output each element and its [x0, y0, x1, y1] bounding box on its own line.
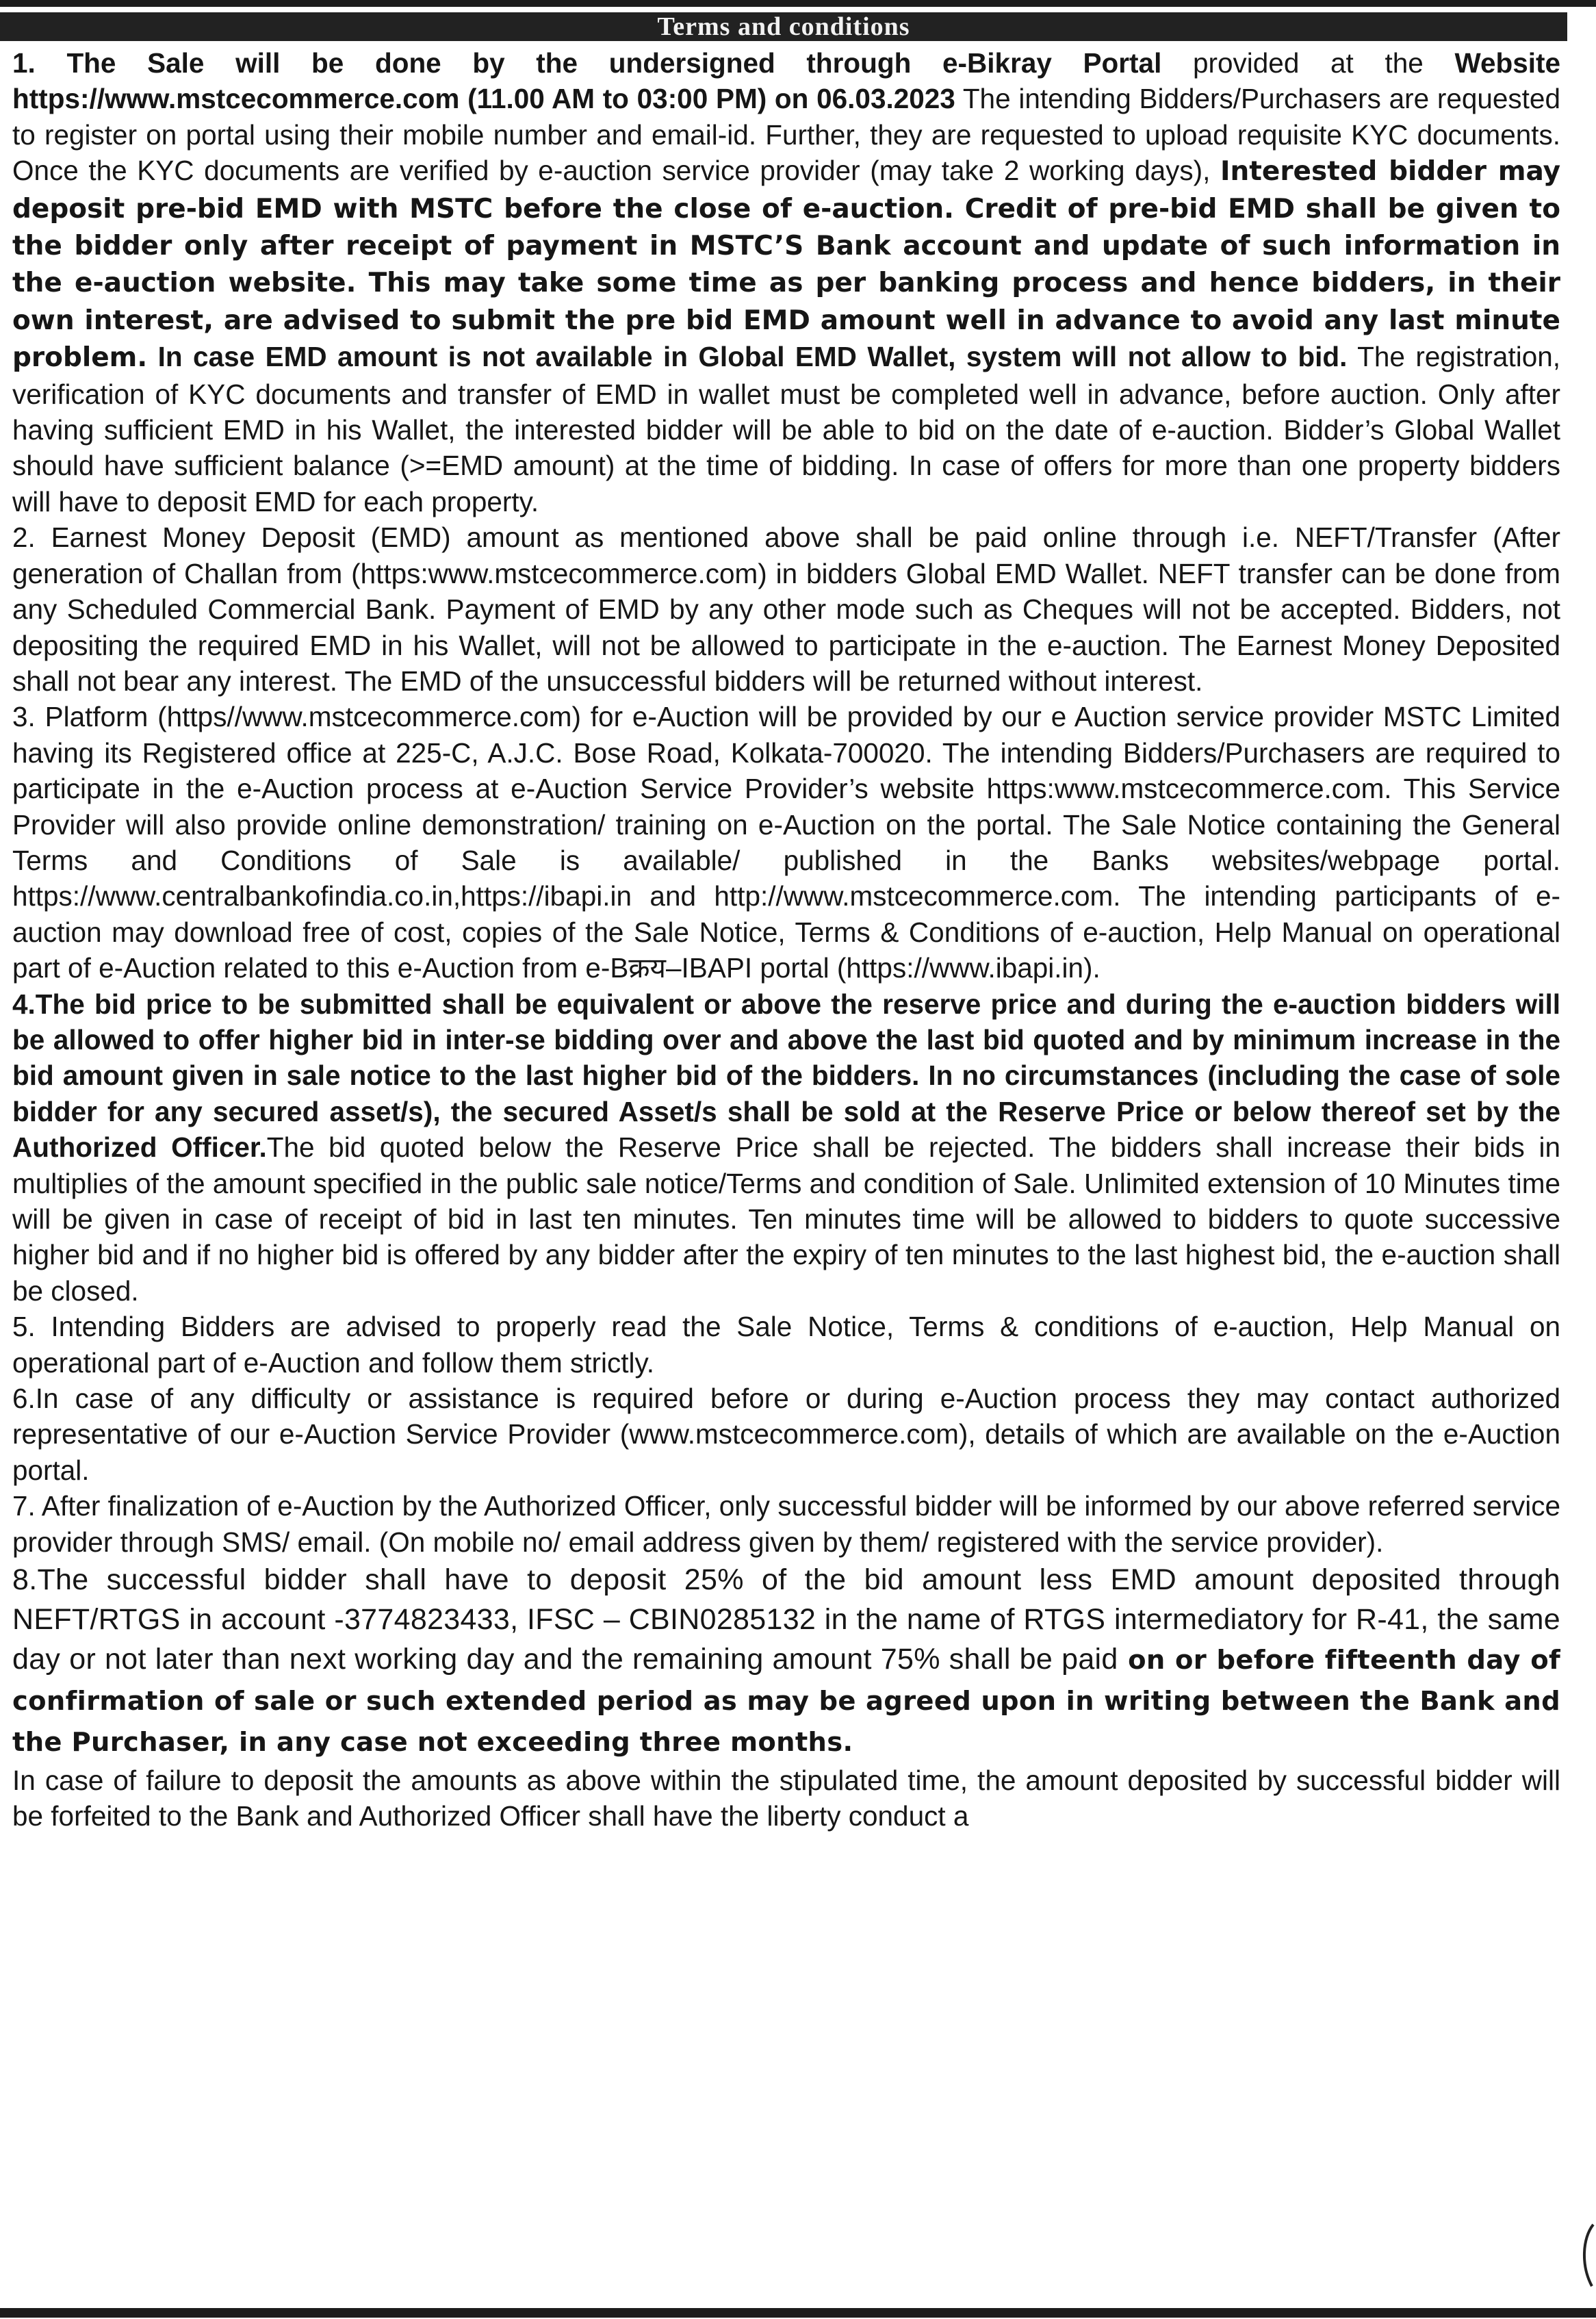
term-1-registration: The intending Bidders/Purchasers are requested to register on portal using their mobile number and email-id. Further, they are requested to upload requisite KYC documents. Once the KYC documents are verified by e-auction service provider (may take 2 working days),: [12, 83, 1560, 187]
term-1-lead: 1. The Sale will be done by the undersigned through e-Bikray Portal: [12, 47, 1162, 79]
term-7: 7. After finalization of e-Auction by the Authorized Officer, only successful bidder will be informed by our above referred service provider through SMS/ email. (On mobile no/ email address given by them/ registered with the service provider).: [12, 1490, 1560, 1558]
page-edge-curl-icon: [1580, 2218, 1596, 2293]
term-3: 3. Platform (https//www.mstcecommerce.com) for e-Auction will be provided by our e Auction service provider MSTC Limited having its Registered office at 225-C, A.J.C. Bose Road, Kolkata-700020. The intending Bidders/Purchasers are required to participate in the e-Auction process at e-Auction Service Provider’s website https:www.mstcecommerce.com. This Service Provider will also provide online demonstration/ training on e-Auction on the portal. The Sale Notice containing the General Terms and Conditions of Sale is available/ published in the Banks websites/webpage portal. https://www.centralbankofindia.co.in,https://ibapi.in and http://www.mstcecommerce.com. The intending participants of e- auction may download free of cost, copies of the Sale Notice, Terms & Conditions of e-auction, Help Manual on operational part of e-Auction related to this e-Auction from e-Bक्रय–IBAPI portal (https://www.ibapi.in).: [12, 701, 1560, 984]
term-6: 6.In case of any difficulty or assistance is required before or during e-Auction process they may contact authorized representative of our e-Auction Service Provider (www.mstcecommerce.com), details of which are available on the e-Auction portal.: [12, 1383, 1560, 1486]
term-2: 2. Earnest Money Deposit (EMD) amount as mentioned above shall be paid online through i.e. NEFT/Transfer (After generation of Challan from (https:www.mstcecommerce.com) in bidders Global EMD Wallet. NEFT transfer can be done from any Scheduled Commercial Bank. Payment of EMD by any other mode such as Cheques will not be accepted. Bidders, not depositing the required EMD in his Wallet, will not be allowed to participate in the e-auction. The Earnest Money Deposited shall not bear any interest. The EMD of the unsuccessful bidders will be returned without interest.: [12, 522, 1560, 697]
term-9: In case of failure to deposit the amounts as above within the stipulated time, the amount deposited by successful bidder will be forfeited to the Bank and Authorized Officer shall have the liberty conduct a: [12, 1765, 1560, 1832]
term-1-text: provided at the: [1161, 47, 1455, 79]
term-1: [12, 45, 1560, 520]
term-8-deposit: 8.The successful bidder shall have to deposit 25% of the bid amount less EMD amount deposited through NEFT/RTGS in account -3774823433, IFSC – CBIN0285132 in the name of RTGS intermediatory for R-41, the same day or not later than next working day and the remaining amount 75% shall be paid: [12, 1563, 1560, 1676]
bottom-border-rule: [0, 2308, 1596, 2318]
term-5: 5. Intending Bidders are advised to properly read the Sale Notice, Terms & conditions of e-auction, Help Manual on operational part of e-Auction and follow them strictly.: [12, 1311, 1560, 1379]
section-title: Terms and conditions: [657, 12, 910, 41]
term-4-text: The bid quoted below the Reserve Price shall be rejected. The bidders shall increase their bids in multiplies of the amount specified in the public sale notice/Terms and condition of Sale. Unlimited extension of 10 Minutes time will be given in case of receipt of bid in last ten minutes. Ten minutes time will be allowed to bidders to quote successive higher bid and if no higher bid is offered by any bidder after the expiry of ten minutes to the last highest bid, the e-auction shall be closed.: [12, 1131, 1560, 1307]
term-8: [12, 1560, 1560, 1763]
top-border-rule: [0, 0, 1596, 7]
term-8-balance: on or before fifteenth day of confirmation of sale or such extended period as may be agreed upon in writing between the Bank and the Purchaser, in any case not exceeding three months.: [12, 1645, 1560, 1758]
term-1-website-date: Website https://www.mstcecommerce.com (11.00 AM to 03:00 PM) on 06.03.2023: [12, 47, 1560, 115]
term-1-emd-notice: Interested bidder may deposit pre-bid EMD with MSTC before the close of e-auction. Credit of pre-bid EMD shall be given to the bidder only after receipt of payment in MSTC’S Bank account and update of such information in the e-auction website. This may take some time as per banking process and hence bidders, in their own interest, are advised to submit the pre bid EMD amount well in advance to avoid any last minute problem.: [12, 156, 1560, 374]
term-4-bold: 4.The bid price to be submitted shall be equivalent or above the reserve price and during the e-auction bidders will be allowed to offer higher bid in inter-se bidding over and above the last bid quoted and by minimum increase in the bid amount given in sale notice to the last higher bid of the bidders. In no circumstances (including the case of sole bidder for any secured asset/s), the secured Asset/s shall be sold at the Reserve Price or below thereof set by the Authorized Officer.: [12, 988, 1560, 1164]
terms-body: [12, 45, 1560, 1834]
term-1-rest: The registration, verification of KYC documents and transfer of EMD in wallet must be completed well in advance, before auction. Only after having sufficient EMD in his Wallet, the interested bidder will be able to bid on the date of e-auction. Bidder’s Global Wallet should have sufficient balance (>=EMD amount) at the time of bidding. In case of offers for more than one property bidders will have to deposit EMD for each property.: [12, 341, 1560, 517]
term-4: [12, 986, 1560, 1309]
section-header-band: [0, 12, 1567, 41]
term-1-wallet-warning: In case EMD amount is not available in Global EMD Wallet, system will not allow to bid.: [147, 341, 1348, 373]
